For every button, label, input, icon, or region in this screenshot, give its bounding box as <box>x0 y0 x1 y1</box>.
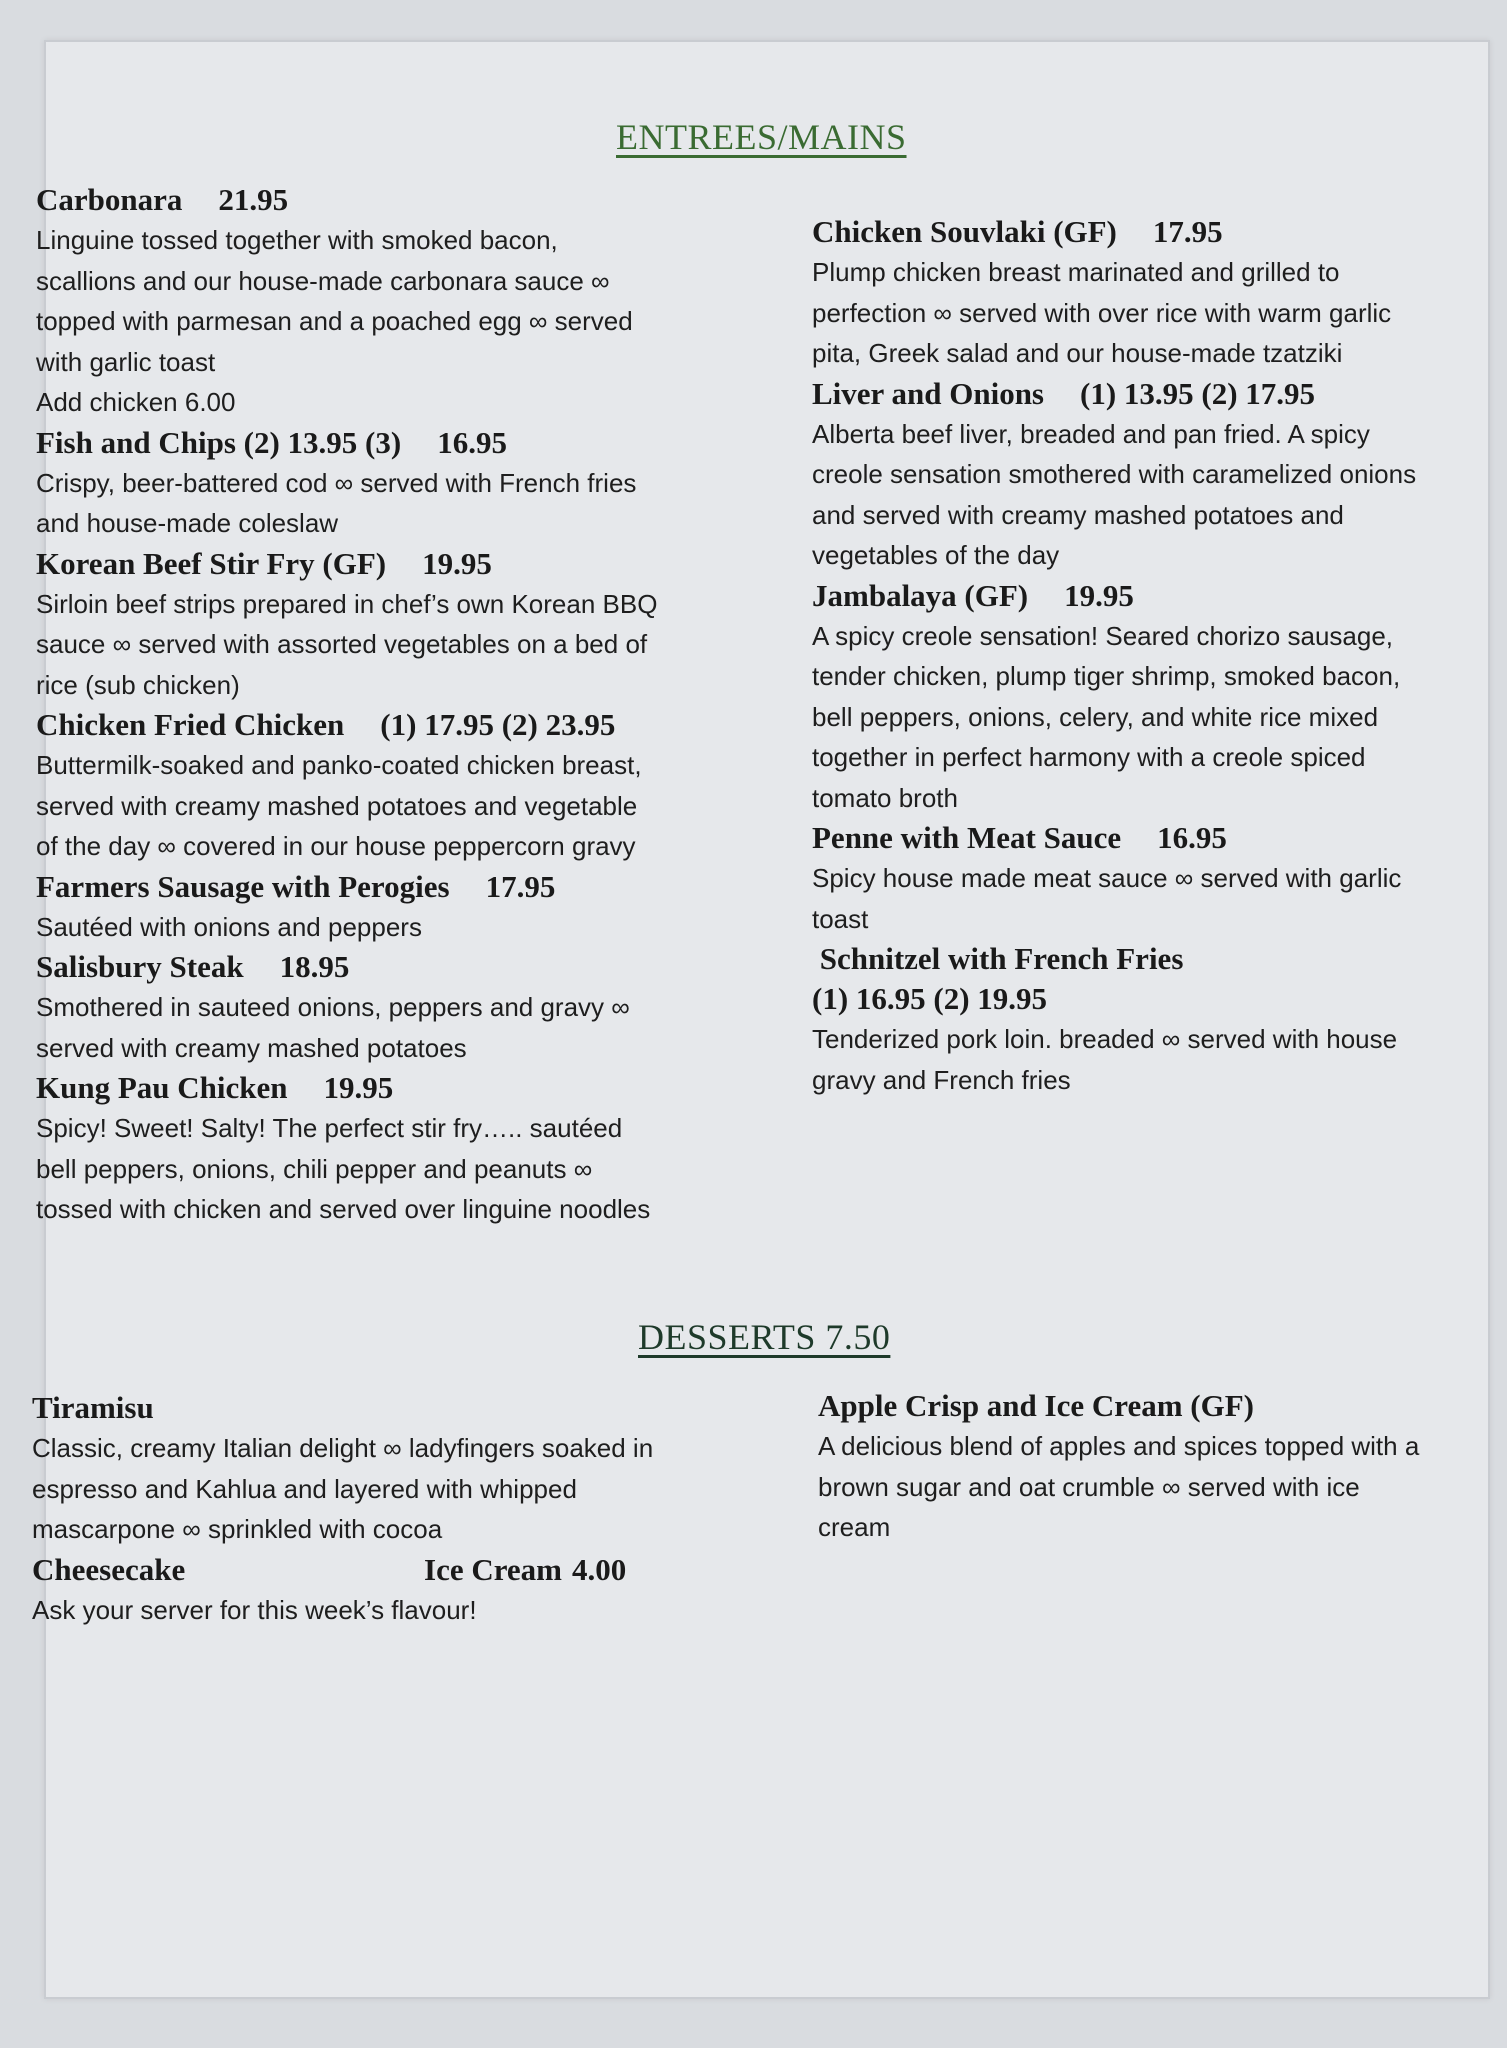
menu-item-description-line: bell peppers, onions, chili pepper and peanuts ∞ <box>36 1153 593 1184</box>
menu-item-description-line: Sautéed with onions and peppers <box>36 911 422 942</box>
menu-item-name: Farmers Sausage with Perogies <box>36 868 450 904</box>
menu-item-description-line: brown sugar and oat crumble ∞ served with ice <box>818 1471 1360 1502</box>
menu-item-name: Liver and Onions <box>812 375 1045 411</box>
menu-item-name: Apple Crisp and Ice Cream (GF) <box>818 1388 1254 1423</box>
menu-item <box>36 705 796 867</box>
menu-item <box>36 867 796 948</box>
entrees-heading: ENTREES/MAINS <box>616 117 907 157</box>
menu-item-description-line: cream <box>818 1512 891 1542</box>
ice-cream-name: Ice Cream <box>424 1551 563 1587</box>
menu-item-description-line: perfection ∞ served with over rice with warm garlic <box>812 297 1392 328</box>
menu-item-description-line: A spicy creole sensation! Seared chorizo sausage, <box>812 620 1394 651</box>
menu-item-description-line: with garlic toast <box>36 346 216 377</box>
menu-item-description-line: Classic, creamy Italian delight ∞ ladyfingers soaked in <box>32 1433 654 1463</box>
menu-item <box>812 576 1492 819</box>
menu-item-title <box>36 423 796 463</box>
menu-item-description-line: topped with parmesan and a poached egg ∞ served <box>36 306 633 336</box>
menu-item-title <box>32 1388 792 1428</box>
menu-item <box>812 212 1492 374</box>
menu-item-description-line: Tenderized pork loin. breaded ∞ served with house <box>812 1024 1398 1054</box>
menu-item-price: 18.95 <box>279 949 350 984</box>
menu-item-name: Chicken Souvlaki (GF) <box>812 214 1117 249</box>
menu-item-description-line: espresso and Kahlua and layered with whipped <box>32 1473 577 1504</box>
menu-item-name: Fish and Chips (2) 13.95 (3) <box>36 424 402 460</box>
menu-item-description-line: served with creamy mashed potatoes and vegetable <box>36 790 638 821</box>
menu-item <box>812 979 1492 1100</box>
menu-item-description-line: bell peppers, onions, celery, and white rice mixed <box>812 701 1379 732</box>
entrees-right-column <box>812 212 1492 1100</box>
menu-item-price: 16.95 <box>437 424 507 460</box>
menu-item-title <box>812 212 1492 252</box>
menu-item-name: Kung Pau Chicken <box>36 1070 288 1105</box>
menu-item-description-line: Spicy house made meat sauce ∞ served with garlic <box>812 863 1402 893</box>
cheesecake-note: Ask your server for this week’s flavour! <box>32 1594 477 1625</box>
desserts-right-column <box>818 1386 1498 1548</box>
menu-item-name: (1) 16.95 (2) 19.95 <box>812 981 1048 1016</box>
menu-item-price: (1) 13.95 (2) 17.95 <box>1080 375 1316 411</box>
menu-item-name: Salisbury Steak <box>36 949 244 984</box>
menu-item-description-line: together in perfect harmony with a creole spiced <box>812 742 1366 772</box>
menu-item-title <box>818 1386 1498 1426</box>
menu-item-description-line: and served with creamy mashed potatoes and <box>812 499 1344 530</box>
menu-item-description-line: Alberta beef liver, breaded and pan fried. A spicy <box>812 418 1370 449</box>
menu-item-description-line: Smothered in sauteed onions, peppers and gravy ∞ <box>36 992 630 1022</box>
menu-item-description-line: A delicious blend of apples and spices topped with a <box>818 1431 1420 1461</box>
menu-item-description-line: mascarpone ∞ sprinkled with cocoa <box>32 1514 443 1544</box>
menu-item-title <box>36 544 796 584</box>
menu-item-price: (1) 17.95 (2) 23.95 <box>380 707 616 742</box>
menu-item-price: 19.95 <box>323 1070 394 1105</box>
menu-item <box>812 939 1492 979</box>
menu-item-price: 17.95 <box>485 868 556 904</box>
menu-item <box>812 818 1492 939</box>
menu-item-description-line: Plump chicken breast marinated and grilled to <box>812 257 1340 287</box>
menu-item-title <box>812 576 1492 616</box>
menu-item-price: 19.95 <box>422 545 492 581</box>
menu-item-title <box>812 374 1492 414</box>
menu-item-description-line: and house-made coleslaw <box>36 508 339 538</box>
entrees-left-column <box>36 180 796 1230</box>
menu-item <box>36 1068 796 1230</box>
menu-item-title <box>812 939 1492 979</box>
menu-item <box>818 1386 1498 1548</box>
ice-cream-price: 4.00 <box>572 1551 627 1587</box>
menu-item-description-line: scallions and our house-made carbonara sauce ∞ <box>36 265 610 296</box>
menu-item-description-line: Sirloin beef strips prepared in chef’s own Korean BBQ <box>36 588 658 619</box>
menu-item-title <box>36 705 796 745</box>
menu-item <box>812 374 1492 576</box>
menu-item-name: Jambalaya (GF) <box>812 577 1029 613</box>
cheesecake-name: Cheesecake <box>32 1551 186 1587</box>
menu-item-name: Carbonara <box>36 182 183 217</box>
menu-item-description-line: gravy and French fries <box>812 1064 1071 1095</box>
menu-item-description-line: served with creamy mashed potatoes <box>36 1032 467 1063</box>
menu-item-description-line: Linguine tossed together with smoked bacon, <box>36 225 558 255</box>
cheesecake-row <box>32 1550 792 1590</box>
menu-item-description-line: rice (sub chicken) <box>36 669 240 700</box>
desserts-heading: DESSERTS 7.50 <box>638 1317 891 1357</box>
menu-item-description-line: tender chicken, plump tiger shrimp, smoked bacon, <box>812 661 1401 691</box>
menu-item <box>36 947 796 1068</box>
menu-item-description-line: of the day ∞ covered in our house peppercorn gravy <box>36 831 636 861</box>
menu-item-name: Korean Beef Stir Fry (GF) <box>36 545 387 581</box>
menu-item-title <box>36 947 796 987</box>
menu-item-title <box>812 979 1492 1019</box>
menu-item-description-line: toast <box>812 903 869 934</box>
desserts-left-column <box>32 1388 792 1630</box>
menu-item-description-line: creole sensation smothered with caramelized onions <box>812 459 1417 489</box>
menu-item-description-line: Crispy, beer-battered cod ∞ served with French fries <box>36 467 637 498</box>
menu-item-title <box>812 818 1492 858</box>
menu-item-description-line: tomato broth <box>812 782 958 813</box>
menu-item-title <box>36 180 796 220</box>
menu-item-title <box>36 1068 796 1108</box>
menu-item-name: Penne with Meat Sauce <box>812 820 1122 855</box>
menu-item <box>32 1388 792 1550</box>
menu-item-description-line: Add chicken 6.00 <box>36 387 236 417</box>
menu-item-description-line: pita, Greek salad and our house-made tzatziki <box>812 338 1343 368</box>
menu-item <box>36 180 796 423</box>
menu-item-price: 17.95 <box>1152 214 1223 249</box>
menu-item-description-line: sauce ∞ served with assorted vegetables on a bed of <box>36 629 648 659</box>
menu-item <box>36 544 796 706</box>
menu-item-title <box>36 867 796 907</box>
menu-item-price: 21.95 <box>218 182 289 217</box>
menu-item-name: Schnitzel with French Fries <box>812 941 1184 976</box>
menu-item-price: 19.95 <box>1064 577 1134 613</box>
menu-item-description-line: vegetables of the day <box>812 540 1060 570</box>
menu-page <box>32 40 1490 1999</box>
menu-item-description-line: Buttermilk-soaked and panko-coated chicken breast, <box>36 750 642 780</box>
menu-item-price: 16.95 <box>1157 820 1227 855</box>
menu-item-name: Chicken Fried Chicken <box>36 707 345 742</box>
menu-item-description-line: Spicy! Sweet! Salty! The perfect stir fry….. sautéed <box>36 1113 623 1143</box>
menu-item-description-line: tossed with chicken and served over linguine noodles <box>36 1194 651 1224</box>
menu-item-name: Tiramisu <box>32 1390 154 1425</box>
menu-item <box>36 423 796 544</box>
